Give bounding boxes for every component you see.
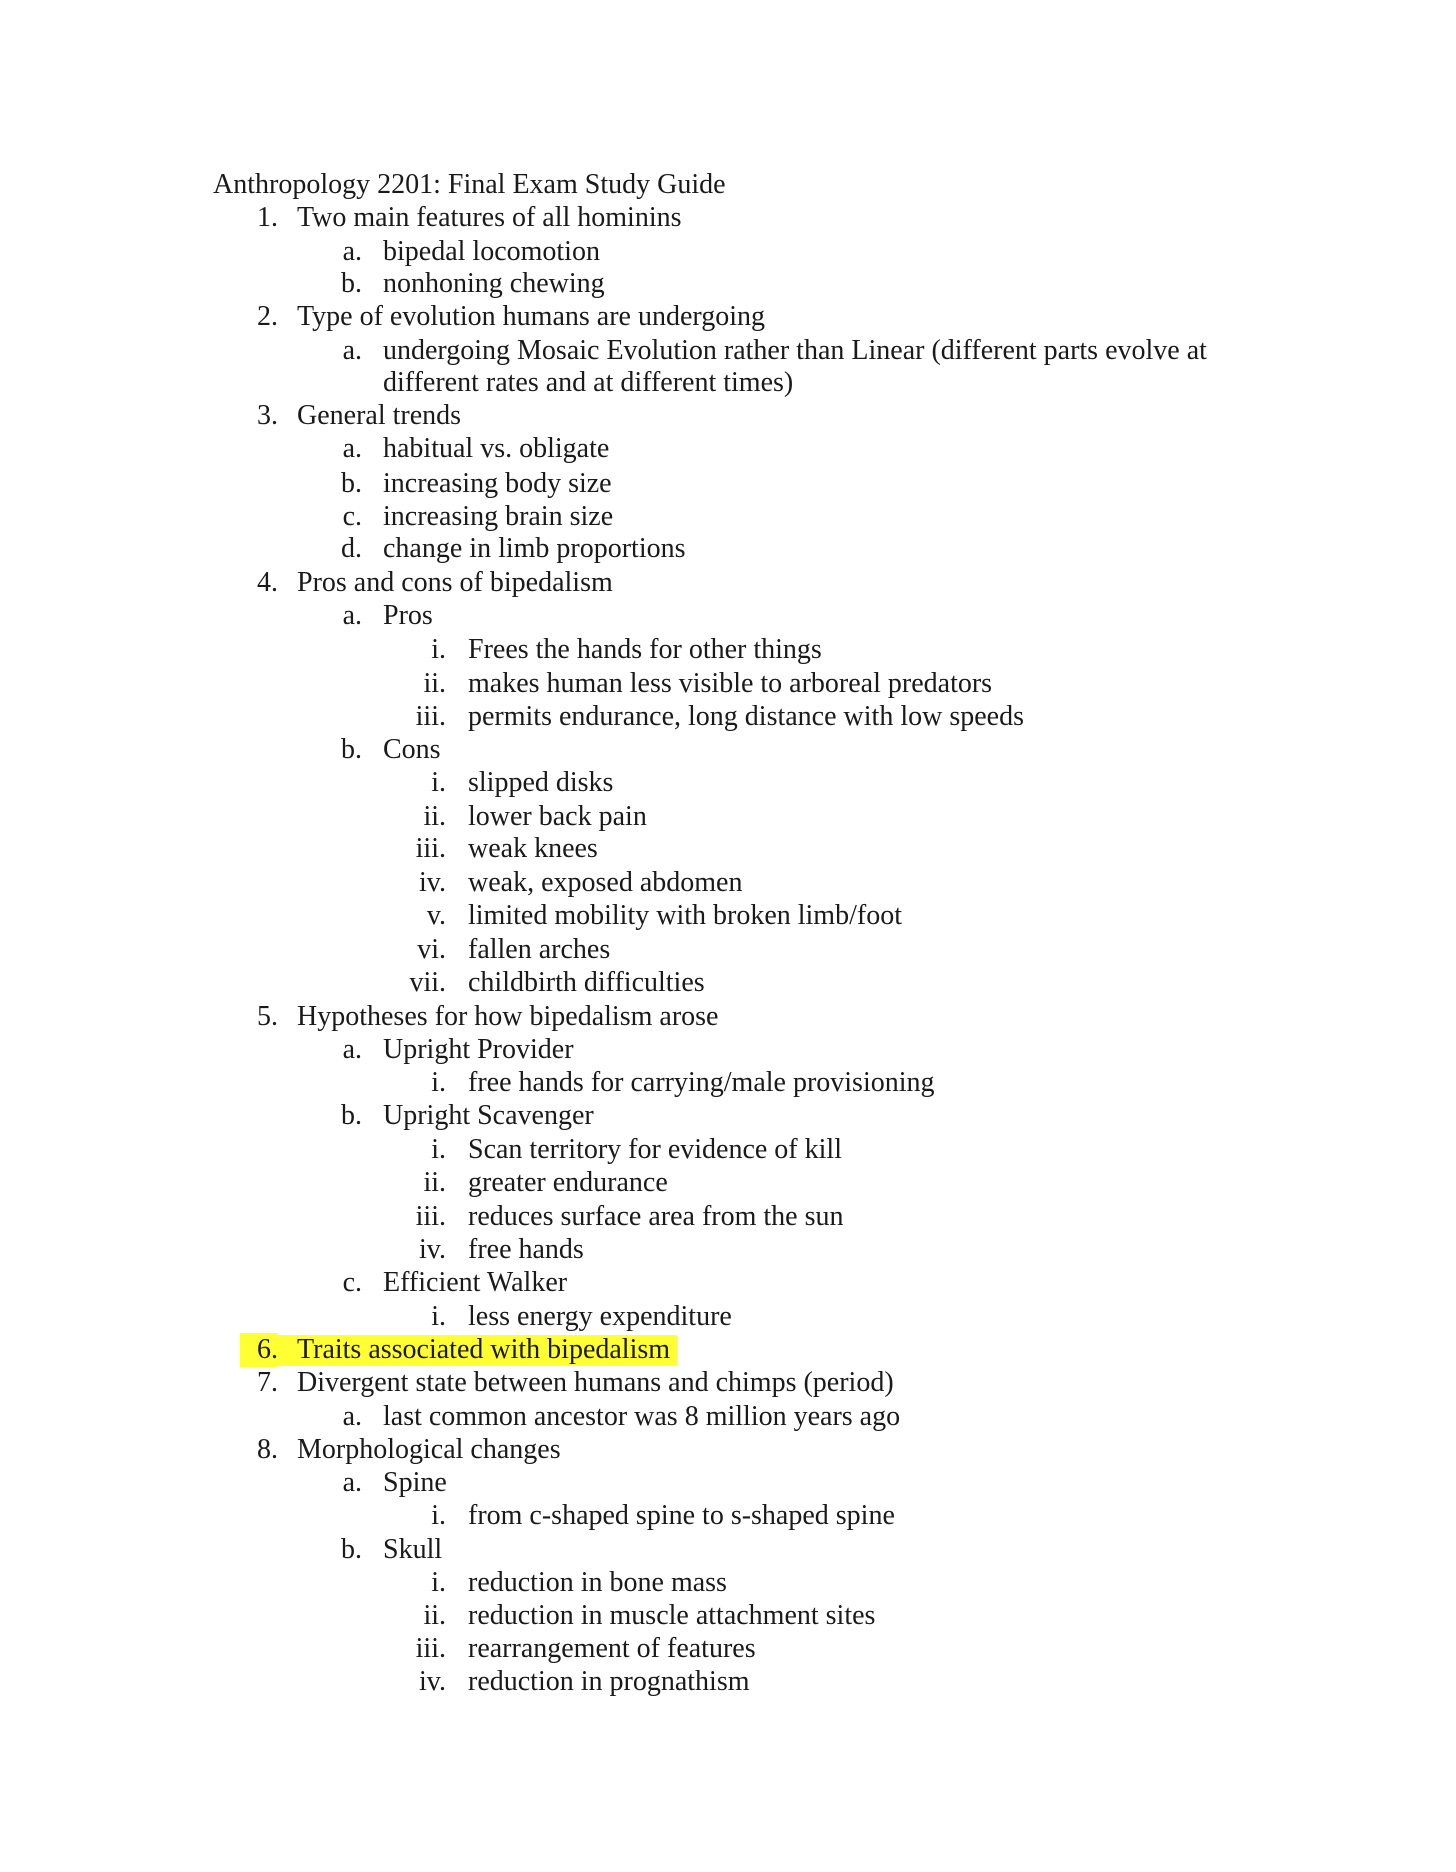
item-marker: v. xyxy=(426,900,446,931)
item-text: Skull xyxy=(383,1534,443,1565)
item-marker: b. xyxy=(341,1534,362,1565)
item-text: change in limb proportions xyxy=(383,533,686,564)
item-text: Type of evolution humans are undergoing xyxy=(297,301,765,332)
outline-subitem xyxy=(0,1266,1456,1300)
item-marker: iii. xyxy=(415,701,446,732)
item-marker: i. xyxy=(431,1067,446,1098)
item-marker: ii. xyxy=(423,1167,446,1198)
item-text: from c-shaped spine to s-shaped spine xyxy=(468,1500,895,1531)
item-text: reduction in prognathism xyxy=(468,1666,750,1697)
item-marker: i. xyxy=(431,1301,446,1332)
item-marker: b. xyxy=(341,1100,362,1131)
item-marker: 4. xyxy=(257,567,278,598)
outline-subsubitem xyxy=(0,1599,1456,1633)
item-text: Divergent state between humans and chimps (period) xyxy=(297,1367,894,1398)
item-text: nonhoning chewing xyxy=(383,268,605,299)
outline-subsubitem xyxy=(0,1566,1456,1600)
outline-item xyxy=(0,399,1456,433)
item-marker: i. xyxy=(431,634,446,665)
outline-subitem xyxy=(0,532,1456,566)
item-marker: d. xyxy=(341,533,362,564)
item-marker: 7. xyxy=(257,1367,278,1398)
item-text: Two main features of all hominins xyxy=(297,202,682,233)
item-marker: a. xyxy=(342,1034,362,1065)
outline-item xyxy=(0,1333,1456,1367)
item-text: fallen arches xyxy=(468,934,611,965)
item-text: greater endurance xyxy=(468,1167,668,1198)
item-text: Morphological changes xyxy=(297,1434,561,1465)
item-marker: 6. xyxy=(240,1333,278,1367)
item-text: rearrangement of features xyxy=(468,1633,756,1664)
item-marker: 3. xyxy=(257,400,278,431)
item-text: permits endurance, long distance with low speeds xyxy=(468,701,1024,732)
item-text: Pros and cons of bipedalism xyxy=(297,567,613,598)
item-marker: 1. xyxy=(257,202,278,233)
outline-subsubitem xyxy=(0,966,1456,1000)
item-marker: i. xyxy=(431,767,446,798)
item-text: slipped disks xyxy=(468,767,614,798)
outline-subitem xyxy=(0,467,1456,501)
item-text: different rates and at different times) xyxy=(383,367,794,398)
outline-item xyxy=(0,566,1456,600)
item-text: weak, exposed abdomen xyxy=(468,867,743,898)
item-text: free hands xyxy=(468,1234,584,1265)
item-marker: b. xyxy=(341,268,362,299)
outline-item xyxy=(0,300,1456,334)
item-marker: a. xyxy=(342,433,362,464)
item-marker: 8. xyxy=(257,1434,278,1465)
item-marker: iii. xyxy=(415,1633,446,1664)
outline-subsubitem xyxy=(0,1665,1456,1699)
outline-subitem xyxy=(0,1033,1456,1067)
outline-subsubitem xyxy=(0,1200,1456,1234)
item-text: bipedal locomotion xyxy=(383,236,600,267)
outline-subsubitem xyxy=(0,1133,1456,1167)
outline-subsubitem xyxy=(0,766,1456,800)
outline-subsubitem xyxy=(0,700,1456,734)
outline-subitem xyxy=(0,733,1456,767)
outline-subsubitem xyxy=(0,1233,1456,1267)
outline-subitem xyxy=(0,599,1456,633)
item-text: Upright Provider xyxy=(383,1034,574,1065)
outline-subitem xyxy=(0,1400,1456,1434)
item-text: Hypotheses for how bipedalism arose xyxy=(297,1001,719,1032)
outline-subsubitem xyxy=(0,866,1456,900)
item-text: Pros xyxy=(383,600,433,631)
item-text: reduces surface area from the sun xyxy=(468,1201,844,1232)
outline-subsubitem xyxy=(0,800,1456,834)
item-marker: b. xyxy=(341,468,362,499)
item-marker: 5. xyxy=(257,1001,278,1032)
outline-item xyxy=(0,1366,1456,1400)
item-marker: c. xyxy=(342,501,362,532)
outline-subitem xyxy=(0,1466,1456,1500)
item-marker: a. xyxy=(342,1401,362,1432)
outline-subitem xyxy=(0,500,1456,534)
outline-subitem xyxy=(0,1533,1456,1567)
outline-subsubitem xyxy=(0,933,1456,967)
item-marker: a. xyxy=(342,236,362,267)
item-marker: iv. xyxy=(419,867,446,898)
item-marker: a. xyxy=(342,335,362,366)
outline-subitem xyxy=(0,235,1456,269)
outline-item xyxy=(0,1433,1456,1467)
item-marker: i. xyxy=(431,1567,446,1598)
item-marker: ii. xyxy=(423,668,446,699)
item-marker: c. xyxy=(342,1267,362,1298)
outline-subsubitem xyxy=(0,1166,1456,1200)
item-marker: 2. xyxy=(257,301,278,332)
item-text: makes human less visible to arboreal predators xyxy=(468,668,993,699)
outline-item xyxy=(0,1000,1456,1034)
outline-subsubitem xyxy=(0,1300,1456,1334)
item-text: Cons xyxy=(383,734,441,765)
outline-subsubitem xyxy=(0,633,1456,667)
outline-item xyxy=(0,201,1456,235)
item-text: childbirth difficulties xyxy=(468,967,705,998)
item-marker: vii. xyxy=(409,967,446,998)
item-text: limited mobility with broken limb/foot xyxy=(468,900,902,931)
item-marker: iii. xyxy=(415,833,446,864)
item-marker: a. xyxy=(342,600,362,631)
item-text: free hands for carrying/male provisioning xyxy=(468,1067,935,1098)
outline-subsubitem xyxy=(0,1066,1456,1100)
outline-subsubitem xyxy=(0,832,1456,866)
item-marker: ii. xyxy=(423,1600,446,1631)
item-text: habitual vs. obligate xyxy=(383,433,610,464)
item-text: reduction in bone mass xyxy=(468,1567,727,1598)
outline-subsubitem xyxy=(0,667,1456,701)
item-marker: iii. xyxy=(415,1201,446,1232)
outline-subitem xyxy=(0,267,1456,301)
item-text: lower back pain xyxy=(468,801,647,832)
outline-subitem xyxy=(0,366,1456,400)
item-marker: vi. xyxy=(417,934,446,965)
item-text: Scan territory for evidence of kill xyxy=(468,1134,842,1165)
outline-subitem xyxy=(0,334,1456,368)
item-text: increasing body size xyxy=(383,468,612,499)
item-text: weak knees xyxy=(468,833,598,864)
item-marker: iv. xyxy=(419,1234,446,1265)
item-text: reduction in muscle attachment sites xyxy=(468,1600,876,1631)
item-text: Spine xyxy=(383,1467,447,1498)
item-text: Frees the hands for other things xyxy=(468,634,822,665)
item-text: Upright Scavenger xyxy=(383,1100,594,1131)
item-text: General trends xyxy=(297,400,462,431)
item-marker: i. xyxy=(431,1500,446,1531)
document-title: Anthropology 2201: Final Exam Study Guide xyxy=(213,169,726,200)
item-text: last common ancestor was 8 million years ago xyxy=(383,1401,901,1432)
item-marker: iv. xyxy=(419,1666,446,1697)
item-marker: a. xyxy=(342,1467,362,1498)
outline-subsubitem xyxy=(0,1499,1456,1533)
item-text: less energy expenditure xyxy=(468,1301,732,1332)
item-text: increasing brain size xyxy=(383,501,614,532)
item-marker: b. xyxy=(341,734,362,765)
item-text: Efficient Walker xyxy=(383,1267,568,1298)
item-text: Traits associated with bipedalism xyxy=(297,1334,671,1365)
outline-subitem xyxy=(0,1099,1456,1133)
item-marker: ii. xyxy=(423,801,446,832)
item-marker: i. xyxy=(431,1134,446,1165)
outline-subsubitem xyxy=(0,899,1456,933)
item-text: undergoing Mosaic Evolution rather than Linear (different parts evolve at xyxy=(383,335,1207,366)
outline-subitem xyxy=(0,432,1456,466)
outline-subsubitem xyxy=(0,1632,1456,1666)
